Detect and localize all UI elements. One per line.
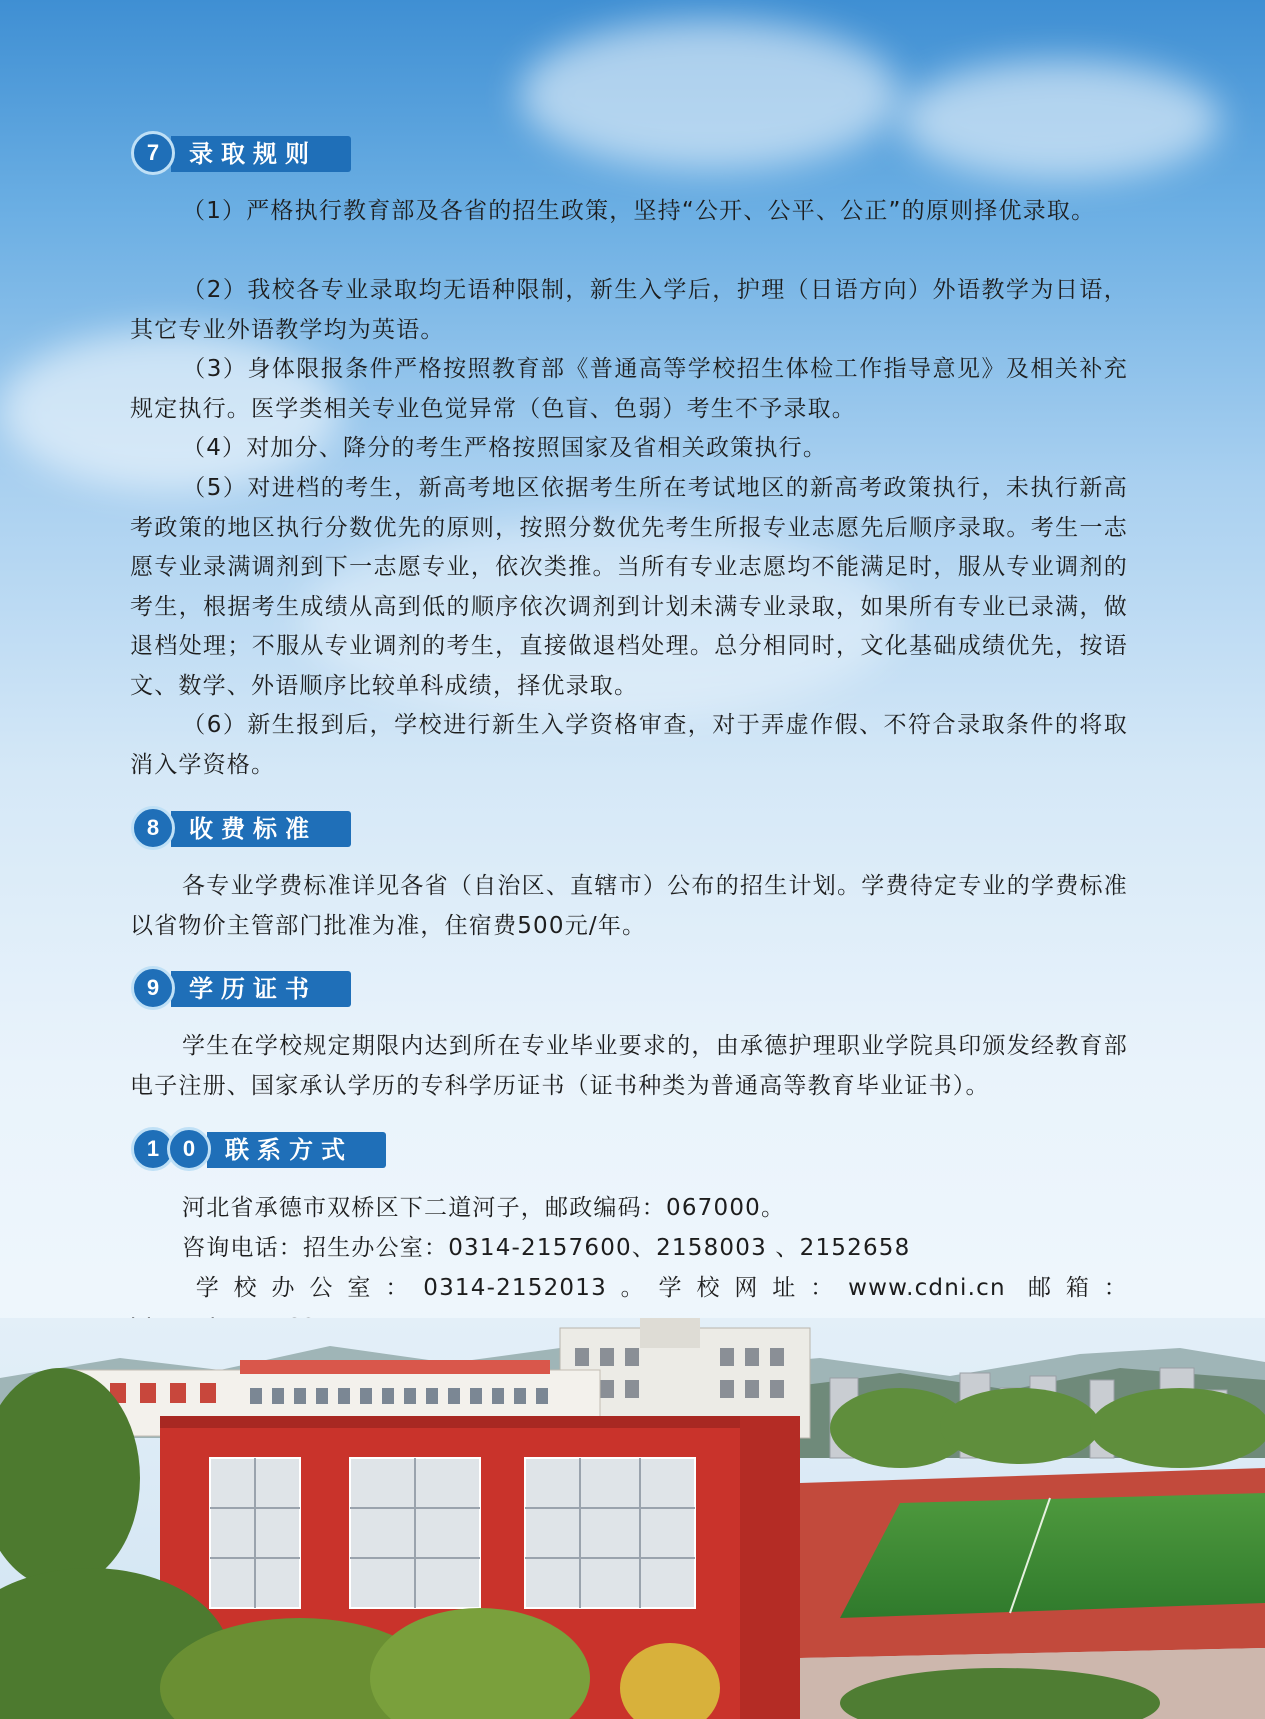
phone-text: 咨询电话：招生办公室：0314-2157600、2158003 、2152658 (182, 1235, 911, 1261)
paragraph-text: 学生在学校规定期限内达到所在专业毕业要求的，由承德护理职业学院具印颁发经教育部电子注册、国家承认学历的专科学历证书（证书种类为普通高等教育毕业证书）。 (130, 1033, 1128, 1099)
contact-line (130, 1189, 1128, 1229)
paragraph-text: 各专业学费标准详见各省（自治区、直辖市）公布的招生计划。学费待定专业的学费标准以省物价主管部门批准为准，住宿费500元/年。 (130, 873, 1128, 939)
section-number-badge: 8 (131, 806, 175, 850)
section-title: 联系方式 (207, 1132, 386, 1168)
paragraph (130, 271, 1128, 350)
section-header-admission-rules (131, 131, 351, 175)
section-number-badge: 1 (131, 1127, 175, 1171)
paragraph-text: （1）严格执行教育部及各省的招生政策，坚持“公开、公平、公正”的原则择优录取。 (182, 198, 1096, 224)
campus-photo (0, 1318, 1265, 1719)
section-header-fees (131, 806, 351, 850)
paragraph (130, 1027, 1128, 1106)
paragraph (130, 469, 1128, 706)
section-title: 录取规则 (171, 136, 351, 172)
website-email-text: 学校办公室：0314-2152013。学校网址：www.cdni.cn 邮箱： (182, 1275, 1128, 1301)
cloud (520, 20, 900, 170)
section-header-certificate (131, 966, 351, 1010)
section-title: 学历证书 (171, 971, 351, 1007)
section-number-badge: 9 (131, 966, 175, 1010)
section-number-badge: 7 (131, 131, 175, 175)
paragraph (130, 192, 1128, 232)
paragraph (130, 867, 1128, 946)
paragraph (130, 350, 1128, 429)
address-text: 河北省承德市双桥区下二道河子，邮政编码：067000。 (182, 1195, 786, 1221)
section-header-contact (131, 1127, 386, 1171)
section-title: 收费标准 (171, 811, 351, 847)
paragraph-text: （5）对进档的考生，新高考地区依据考生所在考试地区的新高考政策执行，未执行新高考政策的地区执行分数优先的原则，按照分数优先考生所报专业志愿先后顺序录取。考生一志愿专业录满调剂到下一志愿专业，依次类推。当所有专业志愿均不能满足时，服从专业调剂的考生，根据考生成绩从高到低的顺序依次调剂到计划未满专业录取，如果所有专业已录满，做退档处理；不服从专业调剂的考生，直接做退档处理。总分相同时，文化基础成绩优先，按语文、数学、外语顺序比较单科成绩，择优录取。 (130, 475, 1128, 699)
paragraph-text: （2）我校各专业录取均无语种限制，新生入学后，护理（日语方向）外语教学为日语，其它专业外语教学均为英语。 (130, 277, 1128, 343)
contact-line (130, 1229, 1128, 1269)
paragraph-text: （3）身体限报条件严格按照教育部《普通高等学校招生体检工作指导意见》及相关补充规定执行。医学类相关专业色觉异常（色盲、色弱）考生不予录取。 (130, 356, 1128, 422)
paragraph-text: （6）新生报到后，学校进行新生入学资格审查，对于弄虚作假、不符合录取条件的将取消入学资格。 (130, 712, 1128, 778)
paragraph (130, 706, 1128, 785)
section-number-badge: 0 (167, 1127, 211, 1171)
paragraph (130, 429, 1128, 469)
cloud (900, 60, 1220, 180)
paragraph-text: （4）对加分、降分的考生严格按照国家及省相关政策执行。 (182, 435, 828, 461)
